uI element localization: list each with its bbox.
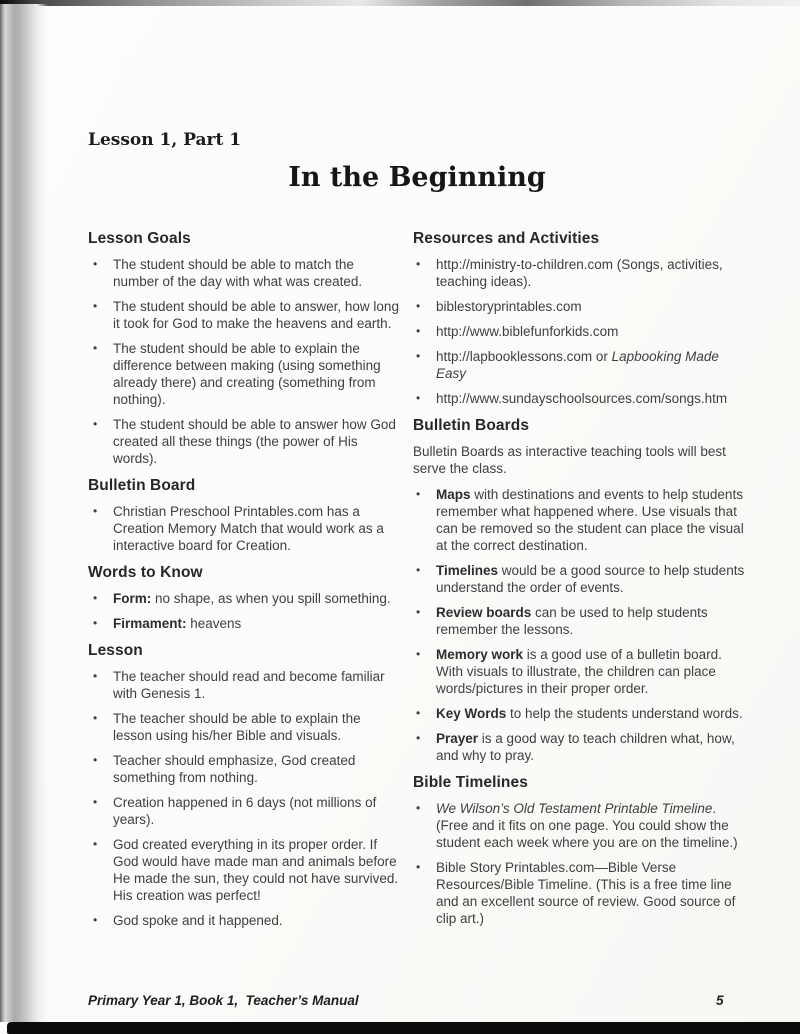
top-edge-scan-shadow bbox=[0, 0, 800, 6]
list-item: • Christian Preschool Printables.com has a Creation Memory Match that would work as a interactive board for Creation. bbox=[88, 503, 401, 554]
bulletin-boards-list bbox=[413, 486, 749, 764]
list-item: • The student should be able to answer how God created all these things (the power of His words). bbox=[88, 416, 401, 467]
spine-shadow bbox=[0, 4, 48, 1022]
bulletin-board-heading: Bulletin Board bbox=[88, 477, 196, 494]
list-item-url: • http://www.sundayschoolsources.com/songs.htm bbox=[413, 390, 749, 407]
list-item: • Creation happened in 6 days (not millions of years). bbox=[88, 794, 401, 828]
words-to-know-list bbox=[88, 590, 401, 632]
page-title: In the Beginning bbox=[288, 162, 546, 193]
bible-timelines-heading: Bible Timelines bbox=[413, 774, 528, 791]
list-item: • The student should be able to answer, how long it took for God to make the heavens and earth. bbox=[88, 298, 401, 332]
list-item-url: • biblestoryprintables.com bbox=[413, 298, 749, 315]
list-item: • Bible Story Printables.com—Bible Verse Resources/Bible Timeline. (This is a free time line and an excellent source of review. Good source of clip art.) bbox=[413, 859, 749, 927]
list-item: • God created everything in its proper order. If God would have made man and animals before He made the sun, they could not have survived. His creation was perfect! bbox=[88, 836, 401, 904]
list-item-url: • http://ministry-to-children.com (Songs, activities, teaching ideas). bbox=[413, 256, 749, 290]
list-item: • Maps with destinations and events to help students remember what happened where. Use visuals that can be removed so the student can place the visual at the correct destination. bbox=[413, 486, 749, 554]
list-item: • Firmament: heavens bbox=[88, 615, 401, 632]
resources-list bbox=[413, 256, 749, 407]
right-column bbox=[413, 230, 749, 937]
list-item: • Key Words to help the students understand words. bbox=[413, 705, 749, 722]
bulletin-boards-intro: Bulletin Boards as interactive teaching tools will best serve the class. bbox=[413, 444, 726, 476]
list-item: • The student should be able to match the number of the day with what was created. bbox=[88, 256, 401, 290]
lesson-goals-list bbox=[88, 256, 401, 467]
list-item: • Review boards can be used to help students remember the lessons. bbox=[413, 604, 749, 638]
list-item-url: • http://www.biblefunforkids.com bbox=[413, 323, 749, 340]
list-item: • Form: no shape, as when you spill something. bbox=[88, 590, 401, 607]
lesson-label: Lesson 1, Part 1 bbox=[88, 130, 242, 150]
list-item: • Timelines would be a good source to help students understand the order of events. bbox=[413, 562, 749, 596]
list-item: • God spoke and it happened. bbox=[88, 912, 401, 929]
section-resources bbox=[413, 230, 749, 407]
bible-timelines-list bbox=[413, 800, 749, 927]
words-to-know-heading: Words to Know bbox=[88, 564, 203, 581]
list-item: • The teacher should be able to explain the lesson using his/her Bible and visuals. bbox=[88, 710, 401, 744]
bulletin-board-list bbox=[88, 503, 401, 554]
list-item: • Teacher should emphasize, God created something from nothing. bbox=[88, 752, 401, 786]
footer-page-number: 5 bbox=[716, 993, 724, 1008]
section-bible-timelines bbox=[413, 774, 749, 927]
section-lesson bbox=[88, 642, 401, 929]
bulletin-boards-heading: Bulletin Boards bbox=[413, 417, 530, 434]
left-column bbox=[88, 230, 401, 939]
bottom-scan-bar bbox=[7, 1022, 800, 1034]
section-words-to-know bbox=[88, 564, 401, 632]
lesson-list bbox=[88, 668, 401, 929]
list-item: • The student should be able to explain the difference between making (using something already there) and creating (something from nothing). bbox=[88, 340, 401, 408]
list-item: • The teacher should read and become familiar with Genesis 1. bbox=[88, 668, 401, 702]
list-item-url: • http://lapbooklessons.com or Lapbooking Made Easy bbox=[413, 348, 749, 382]
footer-book-title: Primary Year 1, Book 1, Teacher’s Manual bbox=[88, 993, 359, 1008]
list-item: • Prayer is a good way to teach children what, how, and why to pray. bbox=[413, 730, 749, 764]
list-item: • We Wilson’s Old Testament Printable Timeline. (Free and it fits on one page. You could show the student each week where you are on the timeline.) bbox=[413, 800, 749, 851]
list-item: • Memory work is a good use of a bulletin board. With visuals to illustrate, the children can place words/pictures in their proper order. bbox=[413, 646, 749, 697]
section-bulletin-boards bbox=[413, 417, 749, 764]
lesson-heading: Lesson bbox=[88, 642, 143, 659]
lesson-goals-heading: Lesson Goals bbox=[88, 230, 191, 247]
resources-heading: Resources and Activities bbox=[413, 230, 600, 247]
section-bulletin-board bbox=[88, 477, 401, 554]
section-lesson-goals bbox=[88, 230, 401, 467]
